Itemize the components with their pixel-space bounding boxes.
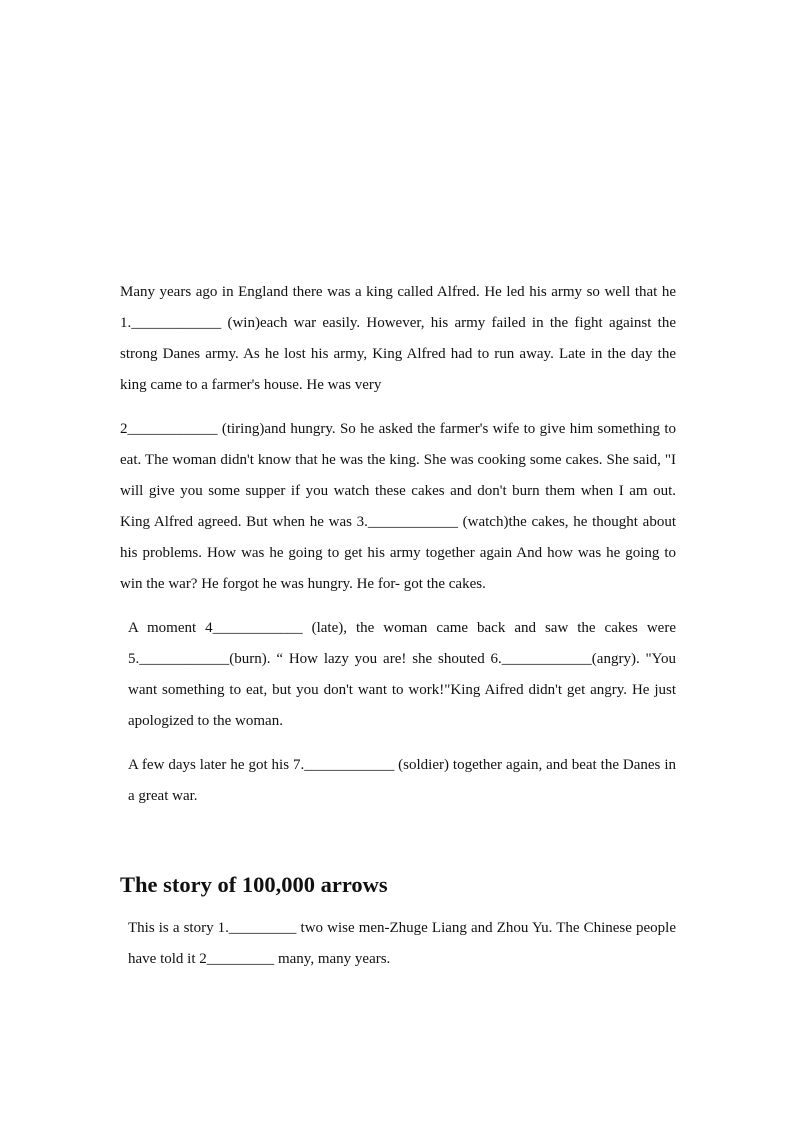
- story1-paragraph-4: A few days later he got his 7.____________ (soldier) together again, and beat the Danes in a great war.: [128, 757, 676, 804]
- story1-paragraph-3: A moment 4____________ (late), the woman came back and saw the cakes were 5.____________(burn). “ How lazy you are! she shouted 6.____________(angry). "You want something to eat, but you don't want to work!"King Aifred didn't get angry. He just apologized to the woman.: [128, 620, 676, 729]
- story1-paragraph-2: 2____________ (tiring)and hungry. So he asked the farmer's wife to give him something to eat. The woman didn't know that he was the king. She was cooking some cakes. She said, "I will give you some supper if you watch these cakes and don't burn them when I am out. King Alfred agreed. But when he was 3.____________ (watch)the cakes, he thought about his problems. How was he going to get his army together again And how was he going to win the war? He forgot he was hungry. He for- got the cakes.: [120, 421, 676, 592]
- document-page: [120, 277, 676, 975]
- story2-paragraph-1: This is a story 1._________ two wise men-Zhuge Liang and Zhou Yu. The Chinese people have told it 2_________ many, many years.: [128, 920, 676, 967]
- story1-paragraph-1: Many years ago in England there was a king called Alfred. He led his army so well that he 1.____________ (win)each war easily. However, his army failed in the fight against the strong Danes army. As he lost his army, King Alfred had to run away. Late in the day the king came to a farmer's house. He was very: [120, 284, 676, 393]
- story2-title: The story of 100,000 arrows: [120, 872, 388, 897]
